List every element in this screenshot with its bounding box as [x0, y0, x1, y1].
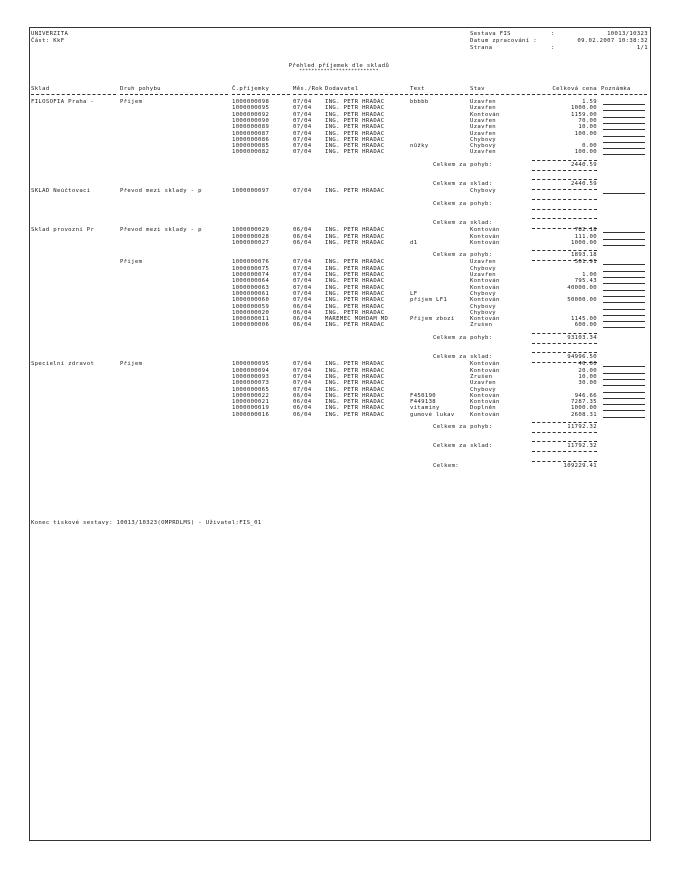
- cell-cislo: 1000000060: [232, 297, 270, 304]
- cell-cislo: 1000000019: [232, 405, 270, 412]
- cell-dod: MAREMEC MOHDAM MD: [325, 316, 389, 323]
- cell-dod: ING. PETR HRADAC: [325, 188, 385, 195]
- subtotal-label: Celkem za sklad:: [433, 354, 493, 360]
- cell-stav: Chybový: [470, 290, 497, 297]
- cell-dod: ING. PETR HRADAC: [325, 149, 385, 156]
- note-blank-field: [603, 272, 645, 278]
- note-blank-field: [603, 304, 645, 310]
- cell-dod: ING. PETR HRADAC: [325, 272, 385, 278]
- cell-dod: ING. PETR HRADAC: [325, 143, 385, 150]
- cell-mes: 06/04: [293, 322, 312, 329]
- header-colon: :: [551, 31, 555, 37]
- cell-stav: Zrušen: [470, 373, 493, 380]
- cell-text: bbbbb: [410, 99, 429, 105]
- cell-mes: 06/04: [293, 411, 312, 418]
- cell-mes: 07/04: [293, 290, 312, 297]
- note-blank-field: [603, 131, 645, 137]
- cell-dod: ING. PETR HRADAC: [325, 99, 385, 105]
- subtotal-label: Celkem za pohyb:: [433, 252, 493, 259]
- note-blank-field: [603, 285, 645, 291]
- header-value-report: 10013/10323: [607, 31, 648, 37]
- cell-cislo: 1000000028: [232, 233, 270, 240]
- cell-text: F450190: [410, 392, 437, 399]
- cell-druh: Převod mezi sklady - p: [120, 227, 202, 234]
- cell-mes: 06/04: [293, 227, 312, 234]
- subtotal-rule: [532, 422, 597, 423]
- cell-sklad: FILOSOFIA Praha -: [31, 99, 95, 105]
- cell-cislo: 1000000006: [232, 322, 270, 329]
- cell-dod: ING. PETR HRADAC: [325, 284, 385, 291]
- header-value-date: 09.02.2007 10:38:32: [577, 38, 648, 44]
- cell-text: vitamíny: [410, 405, 440, 412]
- cell-cislo: 1000000092: [232, 111, 270, 118]
- cell-dod: ING. PETR HRADAC: [325, 411, 385, 418]
- cell-mes: 07/04: [293, 297, 312, 304]
- cell-cislo: 1000000075: [232, 265, 270, 272]
- cell-mes: 06/04: [293, 405, 312, 412]
- cell-dod: ING. PETR HRADAC: [325, 367, 385, 374]
- cell-stav: Uzavřen: [470, 380, 497, 387]
- column-header-cena: Celková cena: [552, 86, 597, 92]
- cell-stav: Kontován: [470, 227, 500, 234]
- cell-cislo: 1000000086: [232, 136, 270, 143]
- cell-mes: 06/04: [293, 392, 312, 399]
- column-header-text: Text: [410, 86, 425, 92]
- cell-text: F449138: [410, 399, 437, 406]
- column-header-cislo: Č.příjemky: [232, 86, 270, 92]
- cell-cislo: 1000000095: [232, 361, 270, 368]
- subtotal-rule: [532, 333, 597, 334]
- cell-dod: ING. PETR HRADAC: [325, 399, 385, 406]
- cell-dod: ING. PETR HRADAC: [325, 297, 385, 304]
- subtotal-rule: [532, 451, 597, 452]
- cell-mes: 07/04: [293, 117, 312, 124]
- cell-cislo: 1000000094: [232, 367, 270, 374]
- note-blank-field: [603, 137, 645, 143]
- subtotal-label: Celkem za pohyb:: [433, 200, 493, 207]
- cell-cena: 2608.31: [570, 411, 597, 418]
- cell-cislo: 1000000098: [232, 99, 270, 105]
- cell-cislo: 1000000090: [232, 117, 270, 124]
- note-blank-field: [603, 240, 645, 246]
- subtotal-rule: [532, 441, 597, 442]
- cell-cislo: 1000000029: [232, 227, 270, 234]
- column-header-rule: [232, 94, 290, 95]
- subtotal-label: Celkem za pohyb:: [433, 161, 493, 168]
- cell-stav: Kontován: [470, 239, 500, 246]
- cell-cislo: 1000000016: [232, 411, 270, 418]
- note-blank-field: [603, 297, 645, 303]
- subtotal-rule: [532, 199, 597, 200]
- cell-mes: 06/04: [293, 239, 312, 246]
- cell-mes: 07/04: [293, 188, 312, 195]
- cell-stav: Chybový: [470, 265, 497, 272]
- column-header-rule: [410, 94, 468, 95]
- cell-mes: 07/04: [293, 272, 312, 278]
- report-title: Přehled příjemek dle skladů: [288, 63, 390, 69]
- cell-mes: 06/04: [293, 303, 312, 310]
- subtotal-label: Celkem za sklad:: [433, 181, 493, 187]
- cell-stav: Uzavřen: [470, 130, 497, 137]
- cell-dod: ING. PETR HRADAC: [325, 130, 385, 137]
- note-blank-field: [603, 112, 645, 118]
- cell-stav: Doplněn: [470, 405, 497, 412]
- cell-cena: 946.66: [574, 392, 597, 399]
- cell-cislo: 1000000027: [232, 239, 270, 246]
- cell-mes: 07/04: [293, 380, 312, 387]
- cell-dod: ING. PETR HRADAC: [325, 386, 385, 393]
- cell-dod: ING. PETR HRADAC: [325, 124, 385, 131]
- cell-cislo: 1000000076: [232, 259, 270, 266]
- cell-text: příjem LF1: [410, 297, 448, 304]
- column-header-rule: [532, 94, 597, 95]
- cell-cislo: 1000000059: [232, 303, 270, 310]
- cell-mes: 07/04: [293, 278, 312, 285]
- cell-mes: 07/04: [293, 373, 312, 380]
- cell-cislo: 1000000022: [232, 392, 270, 399]
- cell-cena: 1000.00: [570, 239, 597, 246]
- cell-mes: 06/04: [293, 316, 312, 323]
- cell-dod: ING. PETR HRADAC: [325, 227, 385, 234]
- note-blank-field: [603, 278, 645, 284]
- cell-stav: Chybový: [470, 188, 497, 195]
- cell-mes: 07/04: [293, 143, 312, 150]
- cell-cislo: 1000000065: [232, 386, 270, 393]
- cell-cena: 1000.00: [570, 405, 597, 412]
- grand-total-value: 109229.41: [563, 462, 597, 469]
- cell-stav: Chybový: [470, 309, 497, 316]
- note-blank-field: [603, 291, 645, 297]
- cell-text: LF: [410, 290, 418, 297]
- cell-stav: Kontován: [470, 361, 500, 368]
- cell-cena: 100.00: [574, 149, 597, 156]
- cell-cena: 1.59: [582, 99, 597, 105]
- cell-cena: 70.00: [578, 117, 597, 124]
- cell-stav: Uzavřen: [470, 124, 497, 131]
- cell-dod: ING. PETR HRADAC: [325, 392, 385, 399]
- cell-dod: ING. PETR HRADAC: [325, 361, 385, 368]
- cell-cislo: 1000000020: [232, 309, 270, 316]
- cell-cislo: 1000000073: [232, 380, 270, 387]
- report-title-underline: **************************: [299, 69, 379, 74]
- cell-cena: 10.00: [578, 373, 597, 380]
- column-header-sklad: Sklad: [31, 86, 50, 92]
- cell-mes: 07/04: [293, 259, 312, 266]
- note-blank-field: [603, 322, 645, 328]
- cell-cena: 100.00: [574, 130, 597, 137]
- cell-mes: 06/04: [293, 233, 312, 240]
- cell-stav: Zrušen: [470, 322, 493, 329]
- cell-cena: 20.00: [578, 367, 597, 374]
- note-blank-field: [603, 310, 645, 316]
- cell-stav: Kontován: [470, 111, 500, 118]
- cell-sklad: Specielní zdravot: [31, 361, 95, 368]
- cell-cena: 10.00: [578, 124, 597, 131]
- cell-stav: Kontován: [470, 392, 500, 399]
- cell-mes: 07/04: [293, 111, 312, 118]
- cell-mes: 07/04: [293, 265, 312, 272]
- cell-stav: Chybový: [470, 386, 497, 393]
- cell-stav: Kontován: [470, 411, 500, 418]
- column-header-druh: Druh pohybu: [120, 86, 161, 92]
- column-header-rule: [470, 94, 530, 95]
- cell-cena: 795.43: [574, 278, 597, 285]
- header-label-report: Sestava FIS: [470, 31, 511, 37]
- note-blank-field: [603, 259, 645, 265]
- cell-stav: Uzavřen: [470, 272, 497, 278]
- note-blank-field: [603, 149, 645, 155]
- subtotal-rule: [532, 209, 597, 210]
- cell-stav: Uzavřen: [470, 117, 497, 124]
- cell-cena: 0.00: [582, 143, 597, 150]
- cell-cena: 30.00: [578, 380, 597, 387]
- cell-stav: Kontován: [470, 297, 500, 304]
- subtotal-rule: [532, 189, 597, 190]
- note-blank-field: [603, 316, 645, 322]
- subtotal-rule: [532, 179, 597, 180]
- cell-cena: 111.00: [574, 233, 597, 240]
- cell-druh: Příjem: [120, 259, 143, 266]
- cell-mes: 07/04: [293, 99, 312, 105]
- subtotal-label: Celkem za pohyb:: [433, 424, 493, 430]
- cell-cislo: 1000000064: [232, 278, 270, 285]
- note-blank-field: [603, 234, 645, 240]
- cell-dod: ING. PETR HRADAC: [325, 278, 385, 285]
- note-blank-field: [603, 266, 645, 272]
- note-blank-field: [603, 399, 645, 405]
- cell-dod: ING. PETR HRADAC: [325, 105, 385, 112]
- cell-dod: ING. PETR HRADAC: [325, 136, 385, 143]
- cell-dod: ING. PETR HRADAC: [325, 117, 385, 124]
- cell-mes: 07/04: [293, 124, 312, 131]
- cell-dod: ING. PETR HRADAC: [325, 373, 385, 380]
- cell-mes: 06/04: [293, 309, 312, 316]
- cell-stav: Chybový: [470, 303, 497, 310]
- cell-cislo: 1000000097: [232, 188, 270, 195]
- cell-dod: ING. PETR HRADAC: [325, 239, 385, 246]
- cell-cislo: 1000000095: [232, 105, 270, 112]
- cell-mes: 07/04: [293, 149, 312, 156]
- cell-cislo: 1000000093: [232, 373, 270, 380]
- cell-cislo: 1000000021: [232, 399, 270, 406]
- report-footer: Konec tiskové sestavy: 10013/10323(OMPRDLMS) - Uživatel:FIS_01: [31, 520, 262, 526]
- cell-cena: 1000.00: [570, 105, 597, 112]
- column-header-rule: [293, 94, 323, 95]
- cell-cislo: 1000000074: [232, 272, 270, 278]
- cell-dod: ING. PETR HRADAC: [325, 380, 385, 387]
- cell-cislo: 1000000082: [232, 149, 270, 156]
- note-blank-field: [603, 105, 645, 111]
- cell-text: d1: [410, 239, 418, 246]
- subtotal-value: 2440.59: [570, 181, 597, 187]
- cell-cena: 1.00: [582, 272, 597, 278]
- note-blank-field: [603, 124, 645, 130]
- subtotal-rule: [532, 343, 597, 344]
- note-blank-field: [603, 361, 645, 367]
- cell-stav: Uzavřen: [470, 99, 497, 105]
- cell-mes: 07/04: [293, 386, 312, 393]
- cell-dod: ING. PETR HRADAC: [325, 111, 385, 118]
- header-colon: :: [551, 45, 555, 51]
- cell-cena: 600.00: [574, 322, 597, 329]
- subtotal-value: 11792.32: [567, 443, 597, 450]
- column-header-mes: Měs./Rok: [293, 86, 323, 92]
- cell-cena: 1145.00: [570, 316, 597, 323]
- cell-druh: Příjem: [120, 361, 143, 368]
- org-unit: Část: KkF: [31, 38, 65, 44]
- subtotal-rule: [532, 352, 597, 353]
- cell-stav: Kontován: [470, 233, 500, 240]
- cell-cena: 40.00: [578, 361, 597, 368]
- column-header-stav: Stav: [470, 86, 485, 92]
- subtotal-rule: [532, 170, 597, 171]
- subtotal-value: 11792.32: [567, 424, 597, 430]
- cell-stav: Kontován: [470, 399, 500, 406]
- cell-mes: 07/04: [293, 367, 312, 374]
- cell-stav: Kontován: [470, 284, 500, 291]
- note-blank-field: [603, 118, 645, 124]
- cell-stav: Uzavřen: [470, 149, 497, 156]
- cell-mes: 07/04: [293, 361, 312, 368]
- header-label-date: Datum zpracování :: [470, 38, 537, 44]
- cell-dod: ING. PETR HRADAC: [325, 303, 385, 310]
- note-blank-field: [603, 393, 645, 399]
- subtotal-value: 94996.50: [567, 354, 597, 360]
- subtotal-rule: [532, 250, 597, 251]
- cell-dod: ING. PETR HRADAC: [325, 322, 385, 329]
- subtotal-label: Celkem za sklad:: [433, 219, 493, 226]
- cell-cislo: 1000000061: [232, 290, 270, 297]
- cell-mes: 06/04: [293, 399, 312, 406]
- cell-sklad: Sklad provozní Pr: [31, 227, 95, 234]
- cell-cislo: 1000000011: [232, 316, 270, 323]
- header-value-page: 1/1: [636, 45, 648, 51]
- cell-cena: 561.91: [574, 259, 597, 266]
- cell-stav: Chybový: [470, 143, 497, 150]
- note-blank-field: [603, 380, 645, 386]
- subtotal-rule: [532, 160, 597, 161]
- subtotal-label: Celkem za sklad:: [433, 443, 493, 450]
- cell-stav: Uzavřen: [470, 259, 497, 266]
- note-blank-field: [603, 227, 645, 233]
- cell-stav: Kontován: [470, 367, 500, 374]
- cell-stav: Chybový: [470, 136, 497, 143]
- cell-mes: 07/04: [293, 130, 312, 137]
- cell-druh: Převod mezi sklady - p: [120, 188, 202, 195]
- subtotal-rule: [532, 461, 597, 462]
- cell-mes: 07/04: [293, 284, 312, 291]
- cell-cena: 1159.00: [570, 111, 597, 118]
- column-header-pozn: Poznámka: [601, 86, 631, 92]
- column-header-rule: [31, 94, 116, 95]
- cell-mes: 07/04: [293, 105, 312, 112]
- note-blank-field: [603, 143, 645, 149]
- grand-total-label: Celkem:: [433, 462, 460, 469]
- subtotal-label: Celkem za pohyb:: [433, 334, 493, 341]
- subtotal-value: 1893.18: [570, 252, 597, 259]
- cell-text: nůžky: [410, 143, 429, 150]
- cell-cena: 40000.00: [567, 284, 597, 291]
- cell-druh: Příjem: [120, 99, 143, 105]
- note-blank-field: [603, 188, 645, 194]
- cell-dod: ING. PETR HRADAC: [325, 259, 385, 266]
- note-blank-field: [603, 374, 645, 380]
- cell-cena: 50000.00: [567, 297, 597, 304]
- note-blank-field: [603, 99, 645, 105]
- cell-cena: 7287.35: [570, 399, 597, 406]
- column-header-rule: [120, 94, 228, 95]
- cell-cislo: 1000000087: [232, 130, 270, 137]
- note-blank-field: [603, 405, 645, 411]
- cell-text: gumové lukav: [410, 411, 455, 418]
- cell-stav: Kontován: [470, 316, 500, 323]
- cell-dod: ING. PETR HRADAC: [325, 265, 385, 272]
- cell-mes: 07/04: [293, 136, 312, 143]
- cell-cislo: 1000000089: [232, 124, 270, 131]
- note-blank-field: [603, 412, 645, 418]
- cell-dod: ING. PETR HRADAC: [325, 233, 385, 240]
- subtotal-value: 2440.59: [570, 161, 597, 168]
- column-header-rule: [325, 94, 408, 95]
- note-blank-field: [603, 387, 645, 393]
- cell-dod: ING. PETR HRADAC: [325, 309, 385, 316]
- cell-stav: Uzavřen: [470, 105, 497, 112]
- subtotal-value: 93103.34: [567, 334, 597, 341]
- cell-sklad: SKLAD Neúčtovací: [31, 188, 91, 195]
- org-name: UNIVERZITA: [31, 31, 69, 37]
- cell-cena: 782.18: [574, 227, 597, 234]
- cell-stav: Kontován: [470, 278, 500, 285]
- note-blank-field: [603, 368, 645, 374]
- header-label-page: Strana: [470, 45, 493, 51]
- cell-text: Příjem zbozí: [410, 316, 455, 323]
- subtotal-rule: [532, 218, 597, 219]
- cell-cislo: 1000000063: [232, 284, 270, 291]
- subtotal-rule: [532, 432, 597, 433]
- cell-dod: ING. PETR HRADAC: [325, 290, 385, 297]
- cell-cislo: 1000000085: [232, 143, 270, 150]
- column-header-rule: [601, 94, 647, 95]
- cell-dod: ING. PETR HRADAC: [325, 405, 385, 412]
- column-header-dod: Dodavatel: [325, 86, 359, 92]
